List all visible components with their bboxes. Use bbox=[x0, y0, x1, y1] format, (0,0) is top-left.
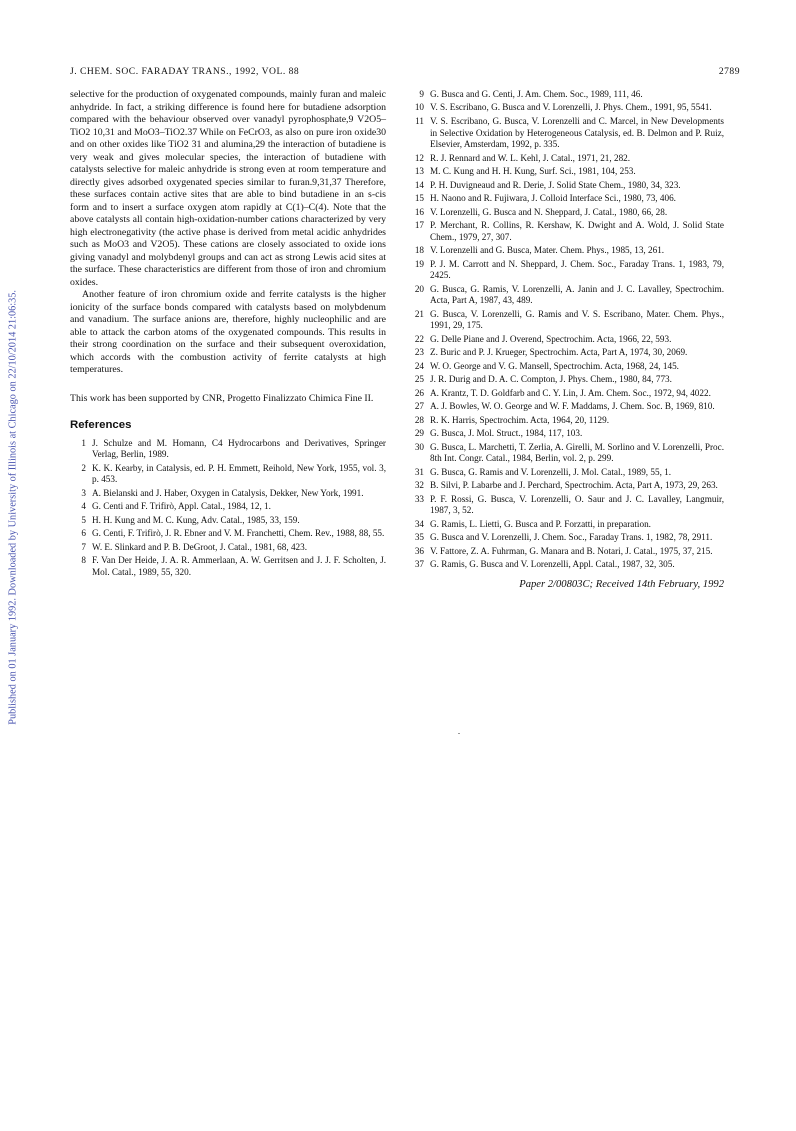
reference-number: 16 bbox=[414, 206, 424, 217]
reference-item bbox=[408, 546, 724, 558]
reference-list-left bbox=[70, 438, 386, 579]
reference-number: 24 bbox=[414, 360, 424, 371]
reference-text: R. J. Rennard and W. L. Kehl, J. Catal., 1971, 21, 282. bbox=[430, 152, 631, 163]
journal-header: J. CHEM. SOC. FARADAY TRANS., 1992, VOL. 88 bbox=[70, 66, 300, 77]
reference-number: 30 bbox=[414, 441, 424, 452]
reference-text: G. Delle Piane and J. Overend, Spectrochim. Acta, 1966, 22, 593. bbox=[430, 333, 672, 344]
reference-item bbox=[408, 559, 724, 571]
reference-item bbox=[70, 555, 386, 578]
reference-number: 21 bbox=[414, 308, 424, 319]
reference-item bbox=[408, 494, 724, 517]
reference-text: J. R. Durig and D. A. C. Compton, J. Phys. Chem., 1980, 84, 773. bbox=[430, 374, 672, 385]
reference-text: R. K. Harris, Spectrochim. Acta, 1964, 20, 1129. bbox=[430, 414, 610, 425]
reference-text: G. Busca, V. Lorenzelli, G. Ramis and V. S. Escribano, Mater. Chem. Phys., 1991, 29, 175. bbox=[430, 308, 724, 331]
reference-number: 14 bbox=[414, 179, 424, 190]
reference-number: 10 bbox=[414, 102, 424, 113]
reference-item bbox=[408, 532, 724, 544]
reference-item bbox=[70, 542, 386, 554]
reference-text: A. J. Bowles, W. O. George and W. F. Maddams, J. Chem. Soc. B, 1969, 810. bbox=[430, 401, 715, 412]
reference-number: 29 bbox=[414, 428, 424, 439]
reference-text: W. O. George and V. G. Mansell, Spectrochim. Acta, 1968, 24, 145. bbox=[430, 360, 679, 371]
reference-text: G. Busca and G. Centi, J. Am. Chem. Soc., 1989, 111, 46. bbox=[430, 89, 643, 99]
reference-number: 32 bbox=[414, 480, 424, 491]
reference-item bbox=[408, 309, 724, 332]
reference-item bbox=[408, 245, 724, 257]
reference-number: 2 bbox=[81, 462, 86, 473]
reference-text: F. Van Der Heide, J. A. R. Ammerlaan, A. W. Gerritsen and J. J. F. Scholten, J. Mol. Catal., 1989, 55, 320. bbox=[92, 555, 386, 577]
reference-item bbox=[408, 193, 724, 205]
reference-text: G. Busca, L. Marchetti, T. Zerlia, A. Girelli, M. Sorlino and V. Lorenzelli, Proc. 8th Int. Congr. Catal., 1984, Berlin, vol. 2, p. 299. bbox=[430, 441, 724, 464]
reference-item bbox=[408, 415, 724, 427]
reference-item bbox=[70, 515, 386, 527]
reference-item bbox=[70, 488, 386, 500]
reference-item bbox=[408, 519, 724, 531]
reference-item bbox=[408, 116, 724, 151]
reference-number: 19 bbox=[414, 258, 424, 269]
reference-text: A. Krantz, T. D. Goldfarb and C. Y. Lin, J. Am. Chem. Soc., 1972, 94, 4022. bbox=[430, 387, 711, 398]
reference-item bbox=[408, 153, 724, 165]
body-paragraph-1: selective for the production of oxygenated compounds, mainly furan and maleic anhydride. In fact, a striking difference is found here for butadiene adsorption compared with the behaviour observed over vanadyl pyrophosphate,9 V2O5–TiO2 10,31 and MoO3–TiO2.37 While on FeCrO3, as also on pure iron oxide30 and on other oxides like TiO2 31 and alumina,29 the interaction of butadiene is very weak and gives molecular species, the interaction of butadiene with catalysts selective for maleic anhydride is strong even at room temperature and directly gives adsorbed oxygenated species similar to furan.9,31,37 Therefore, these surfaces contain active sites that are able to bind butadiene in an s-cis form and to insert a surface oxygen atom rapidly at C(1)–C(4). Note that the above catalysts all contain high-oxidation-number cations characterized by very high electronegativity (the active phase is derived from metal acidic anhydrides such as MoO3 and V2O5). These cations are closely associated to oxide ions giving vanadyl and molybdenyl groups and can act as strong Lewis acid sites at the surface. These characteristics are different from those of iron and chromium oxides. bbox=[70, 89, 386, 288]
reference-number: 20 bbox=[414, 283, 424, 294]
reference-item bbox=[408, 401, 724, 413]
reference-item bbox=[408, 480, 724, 492]
reference-item bbox=[408, 284, 724, 307]
reference-text: G. Busca, G. Ramis, V. Lorenzelli, A. Janin and J. C. Lavalley, Spectrochim. Acta, Part A, 1987, 43, 489. bbox=[430, 283, 724, 306]
reference-number: 27 bbox=[414, 401, 424, 412]
reference-text: V. Lorenzelli and G. Busca, Mater. Chem. Phys., 1985, 13, 261. bbox=[430, 245, 665, 256]
reference-number: 17 bbox=[414, 220, 424, 231]
reference-number: 5 bbox=[81, 514, 86, 525]
reference-number: 26 bbox=[414, 387, 424, 398]
reference-item bbox=[408, 347, 724, 359]
reference-text: P. F. Rossi, G. Busca, V. Lorenzelli, O. Saur and J. C. Lavalley, Langmuir, 1987, 3, 52. bbox=[430, 493, 724, 516]
reference-number: 18 bbox=[414, 245, 424, 256]
reference-number: 11 bbox=[415, 115, 424, 126]
reference-item bbox=[408, 259, 724, 282]
reference-text: G. Centi and F. Trifirò, Appl. Catal., 1984, 12, 1. bbox=[92, 501, 271, 512]
reference-number: 13 bbox=[414, 166, 424, 177]
reference-number: 31 bbox=[414, 466, 424, 477]
reference-text: H. Naono and R. Fujiwara, J. Colloid Interface Sci., 1980, 73, 406. bbox=[430, 193, 676, 204]
reference-item bbox=[70, 501, 386, 513]
reference-number: 4 bbox=[81, 501, 86, 512]
reference-number: 8 bbox=[81, 555, 86, 566]
reference-number: 6 bbox=[81, 528, 86, 539]
reference-text: V. S. Escribano, G. Busca, V. Lorenzelli and C. Marcel, in New Developments in Selective Oxidation by Heterogeneous Catalysis, ed. B. Delmon and P. Ruiz, Elsevier, Amsterdam, 1992, p. 335. bbox=[430, 115, 724, 150]
body-paragraph-2: Another feature of iron chromium oxide and ferrite catalysts is the higher ionicity of the surface bonds compared with catalysts based on molybdenum and vanadium. The surface anions are, therefore, highly nucleophilic and are able to attack the carbon atoms of the oxygenated compounds. This results in their strong coordination on the surface and their subsequent overoxidation, which accords with the combustion activity of ferrite catalysts at high temperatures. bbox=[70, 289, 386, 375]
reference-text: Z. Buric and P. J. Krueger, Spectrochim. Acta, Part A, 1974, 30, 2069. bbox=[430, 347, 688, 358]
reference-item bbox=[408, 467, 724, 479]
reference-text: P. H. Duvigneaud and R. Derie, J. Solid State Chem., 1980, 34, 323. bbox=[430, 179, 681, 190]
reference-list-right bbox=[408, 89, 724, 571]
reference-item bbox=[408, 220, 724, 243]
reference-text: G. Busca, J. Mol. Struct., 1984, 117, 103. bbox=[430, 428, 583, 439]
paper-received-info: Paper 2/00803C; Received 14th February, 1992 bbox=[519, 578, 724, 590]
reference-text: V. S. Escribano, G. Busca and V. Lorenzelli, J. Phys. Chem., 1991, 95, 5541. bbox=[430, 102, 712, 113]
reference-text: V. Lorenzelli, G. Busca and N. Sheppard, J. Catal., 1980, 66, 28. bbox=[430, 206, 668, 217]
reference-item bbox=[408, 361, 724, 373]
reference-text: G. Busca and V. Lorenzelli, J. Chem. Soc., Faraday Trans. 1, 1982, 78, 2911. bbox=[430, 532, 713, 543]
reference-text: K. K. Kearby, in Catalysis, ed. P. H. Emmett, Reihold, New York, 1955, vol. 3, p. 453. bbox=[92, 462, 386, 485]
scan-speck bbox=[458, 733, 460, 734]
download-watermark bbox=[3, 290, 23, 1130]
reference-number: 1 bbox=[81, 437, 86, 448]
reference-number: 35 bbox=[414, 532, 424, 543]
acknowledgement: This work has been supported by CNR, Progetto Finalizzato Chimica Fine II. bbox=[70, 392, 374, 404]
reference-item bbox=[408, 207, 724, 219]
reference-number: 34 bbox=[414, 518, 424, 529]
reference-text: G. Ramis, G. Busca and V. Lorenzelli, Appl. Catal., 1987, 32, 305. bbox=[430, 559, 675, 570]
reference-number: 28 bbox=[414, 414, 424, 425]
reference-text: G. Ramis, L. Lietti, G. Busca and P. Forzatti, in preparation. bbox=[430, 518, 651, 529]
reference-text: P. J. M. Carrott and N. Sheppard, J. Chem. Soc., Faraday Trans. 1, 1983, 79, 2425. bbox=[430, 258, 724, 281]
reference-number: 37 bbox=[414, 559, 424, 570]
reference-item bbox=[408, 102, 724, 114]
references-heading: References bbox=[70, 419, 132, 431]
reference-item bbox=[70, 438, 386, 461]
right-column bbox=[408, 89, 724, 590]
page-number: 2789 bbox=[718, 66, 740, 77]
reference-item bbox=[408, 166, 724, 178]
reference-text: M. C. Kung and H. H. Kung, Surf. Sci., 1981, 104, 253. bbox=[430, 166, 636, 177]
reference-number: 3 bbox=[81, 487, 86, 498]
reference-number: 36 bbox=[414, 545, 424, 556]
reference-text: H. H. Kung and M. C. Kung, Adv. Catal., 1985, 33, 159. bbox=[92, 514, 300, 525]
reference-item bbox=[408, 442, 724, 465]
running-header bbox=[70, 66, 740, 77]
download-notice: Published on 01 January 1992. Downloaded by University of Illinois at Chicago on 22/10/2014 21:06:35. bbox=[7, 290, 19, 725]
reference-number: 12 bbox=[414, 152, 424, 163]
reference-item bbox=[408, 374, 724, 386]
reference-item bbox=[408, 89, 724, 101]
reference-item bbox=[70, 463, 386, 486]
reference-item bbox=[408, 428, 724, 440]
reference-item bbox=[70, 528, 386, 540]
reference-item bbox=[408, 388, 724, 400]
reference-text: J. Schulze and M. Homann, C4 Hydrocarbons and Derivatives, Springer Verlag, Berlin, 1989. bbox=[92, 437, 386, 460]
reference-number: 9 bbox=[419, 89, 424, 99]
reference-number: 25 bbox=[414, 374, 424, 385]
reference-number: 33 bbox=[414, 493, 424, 504]
reference-number: 23 bbox=[414, 347, 424, 358]
reference-item bbox=[408, 180, 724, 192]
reference-text: V. Fattore, Z. A. Fuhrman, G. Manara and B. Notari, J. Catal., 1975, 37, 215. bbox=[430, 545, 713, 556]
reference-number: 7 bbox=[81, 541, 86, 552]
reference-text: P. Merchant, R. Collins, R. Kershaw, K. Dwight and A. Wold, J. Solid State Chem., 1979, 27, 307. bbox=[430, 220, 724, 242]
reference-text: B. Silvi, P. Labarbe and J. Perchard, Spectrochim. Acta, Part A, 1973, 29, 263. bbox=[430, 480, 718, 491]
reference-number: 15 bbox=[414, 193, 424, 204]
reference-text: W. E. Slinkard and P. B. DeGroot, J. Catal., 1981, 68, 423. bbox=[92, 541, 308, 552]
reference-number: 22 bbox=[414, 333, 424, 344]
reference-item bbox=[408, 334, 724, 346]
reference-text: G. Centi, F. Trifirò, J. R. Ebner and V. M. Franchetti, Chem. Rev., 1988, 88, 55. bbox=[92, 528, 385, 539]
reference-text: A. Bielanski and J. Haber, Oxygen in Catalysis, Dekker, New York, 1991. bbox=[92, 487, 364, 498]
left-column bbox=[70, 89, 386, 580]
reference-text: G. Busca, G. Ramis and V. Lorenzelli, J. Mol. Catal., 1989, 55, 1. bbox=[430, 466, 672, 477]
